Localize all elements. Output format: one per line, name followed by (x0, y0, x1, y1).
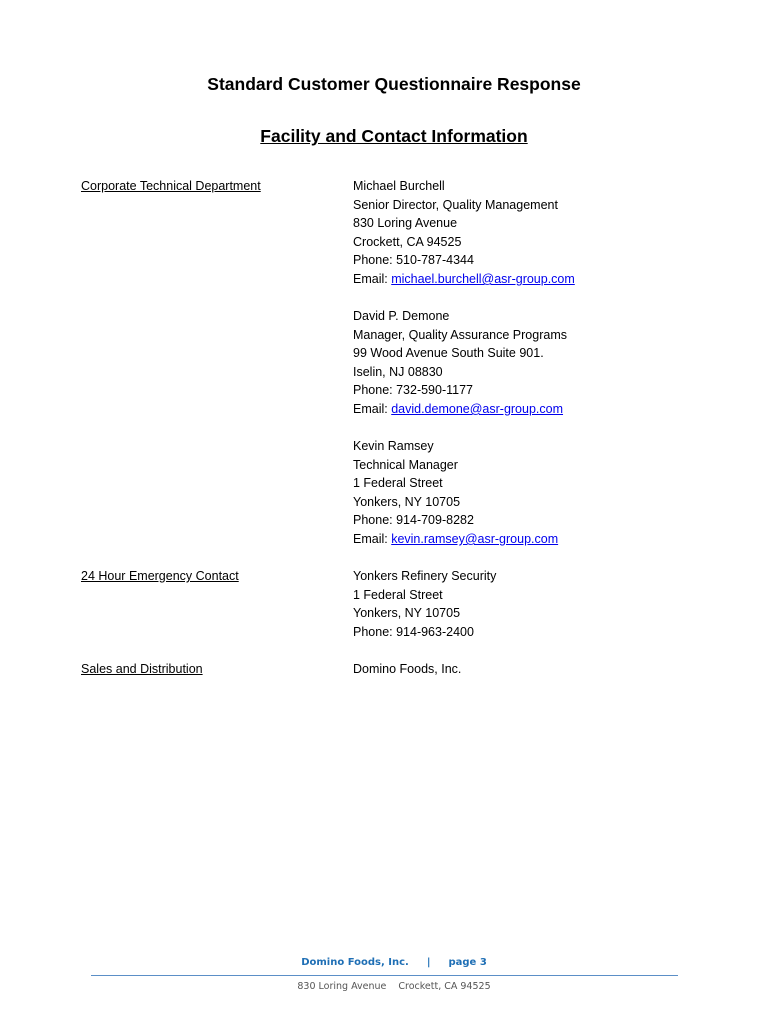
contact-city: Iselin, NJ 08830 (353, 364, 443, 379)
contact-city: Yonkers, NY 10705 (353, 494, 461, 509)
contact-title: Senior Director, Quality Management (353, 197, 558, 212)
contact-name: David P. Demone (353, 309, 450, 323)
contact-street: 1 Federal Street (353, 476, 443, 491)
contact-title: Manager, Quality Assurance Programs (353, 327, 567, 342)
contact-street: 99 Wood Avenue South Suite 901. (353, 346, 544, 361)
contact-phone: Phone: 914-963-2400 (353, 624, 474, 639)
contact-title: Technical Manager (353, 457, 458, 472)
email-prefix: Email: (353, 271, 392, 286)
contact-name: Kevin Ramsey (353, 439, 434, 453)
footer-company: Domino Foods, Inc. (301, 957, 409, 968)
contact-block-michael-burchell (353, 177, 575, 289)
email-link-david-demone[interactable]: david.demone@asr-group.com (391, 401, 564, 416)
label-emergency-contact: 24 Hour Emergency Contact (81, 569, 239, 583)
contact-email-line (353, 530, 558, 549)
contact-block-domino-foods (353, 660, 461, 679)
contact-block-yonkers-security (353, 567, 496, 641)
footer-separator: | (426, 957, 431, 968)
page-title: Standard Customer Questionnaire Response (207, 74, 581, 94)
email-prefix: Email: (353, 401, 392, 416)
contact-street: 830 Loring Avenue (353, 216, 458, 231)
contact-name: Domino Foods, Inc. (353, 662, 462, 676)
footer-page-number: page 3 (448, 957, 487, 968)
contact-phone: Phone: 510-787-4344 (353, 253, 474, 268)
contact-email-line (353, 270, 575, 289)
footer-city: Crockett, CA 94525 (398, 981, 491, 992)
contact-city: Yonkers, NY 10705 (353, 606, 461, 621)
footer-address (0, 981, 770, 992)
label-corporate-technical-department: Corporate Technical Department (81, 179, 261, 193)
contact-name: Yonkers Refinery Security (353, 569, 497, 583)
contact-block-kevin-ramsey (353, 437, 558, 549)
contact-phone: Phone: 914-709-8282 (353, 513, 474, 528)
contact-phone: Phone: 732-590-1177 (353, 383, 474, 398)
contact-street: 1 Federal Street (353, 587, 443, 602)
footer-divider (91, 975, 678, 976)
footer-company-page (0, 957, 770, 968)
email-prefix: Email: (353, 531, 392, 546)
contact-block-david-demone (353, 307, 567, 419)
contact-name: Michael Burchell (353, 179, 445, 193)
email-link-michael-burchell[interactable]: michael.burchell@asr-group.com (391, 271, 575, 286)
contact-city: Crockett, CA 94525 (353, 234, 462, 249)
label-sales-distribution: Sales and Distribution (81, 662, 203, 676)
contact-email-line (353, 400, 567, 419)
email-link-kevin-ramsey[interactable]: kevin.ramsey@asr-group.com (391, 531, 559, 546)
footer-street: 830 Loring Avenue (297, 981, 387, 992)
section-title: Facility and Contact Information (260, 126, 528, 146)
